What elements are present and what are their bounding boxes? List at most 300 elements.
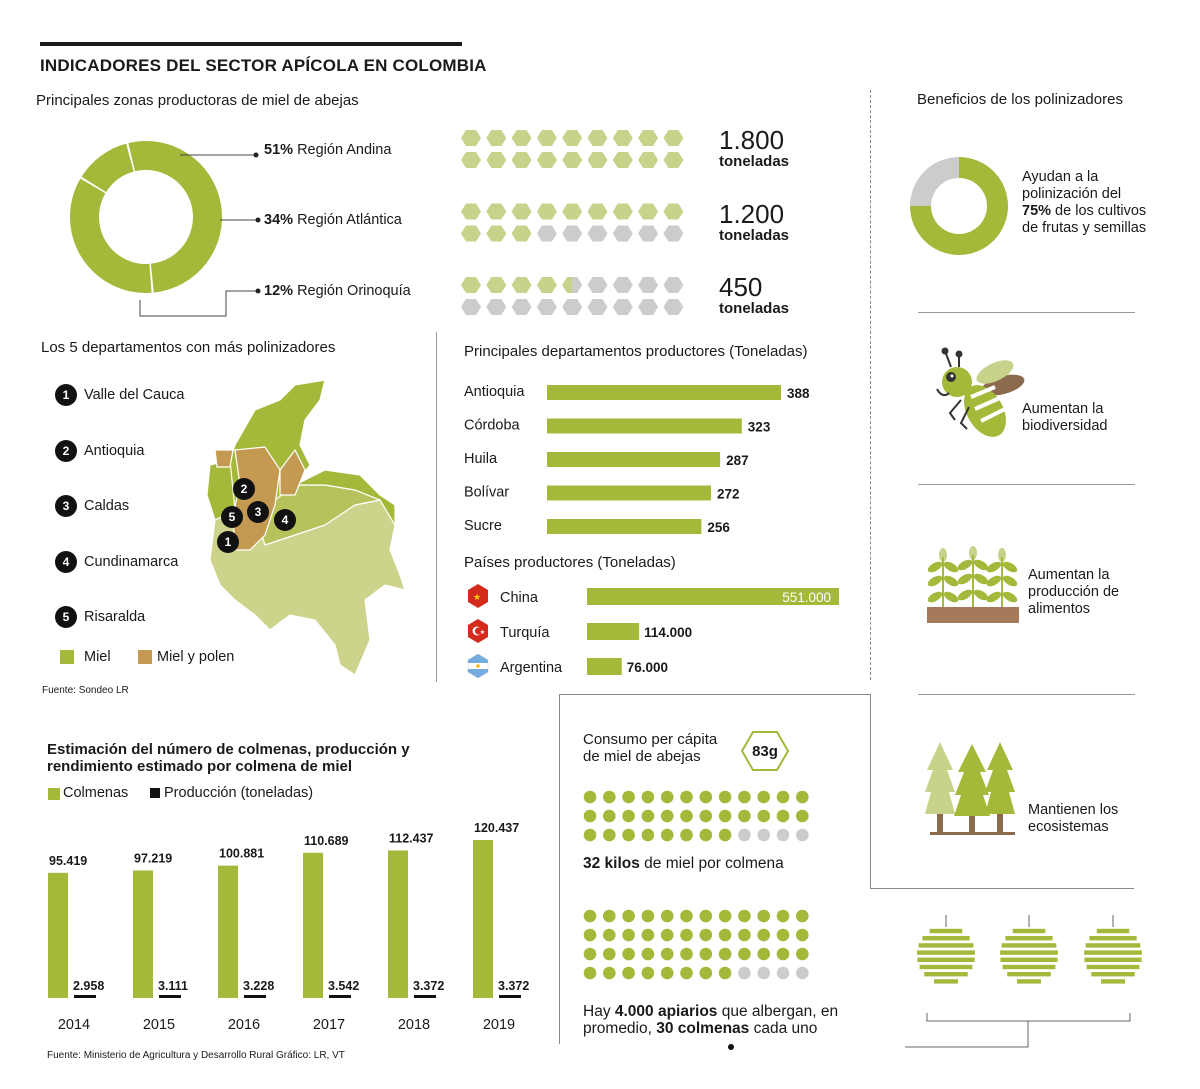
count-dot	[680, 967, 693, 980]
colmenas-bar-value: 110.689	[304, 833, 349, 848]
hexagon	[638, 152, 658, 168]
hexagon	[562, 152, 582, 168]
bee-icon	[925, 345, 1030, 450]
tonnage-3-unit: toneladas	[719, 300, 790, 317]
count-dot	[584, 829, 597, 842]
count-dot	[757, 791, 770, 804]
colmenas-bar	[388, 850, 408, 998]
department-number-4: 4	[55, 551, 77, 573]
count-dot	[738, 948, 751, 961]
china-flag-icon	[468, 584, 488, 608]
benefit-divider-2	[918, 484, 1135, 485]
hive-stripe	[1086, 943, 1141, 947]
count-dot	[680, 829, 693, 842]
countries-chart-title: Países productores (Toneladas)	[464, 554, 676, 571]
legend-label-produccion: Producción (toneladas)	[164, 785, 314, 801]
count-dot	[661, 810, 674, 823]
count-dot	[738, 967, 751, 980]
hexagon	[588, 226, 608, 242]
hives-bar-chart	[30, 810, 550, 1040]
page-title: INDICADORES DEL SECTOR APÍCOLA EN COLOMBIA	[40, 56, 487, 75]
divider-middle	[436, 332, 437, 682]
legend-swatch-miel-polen	[138, 650, 152, 664]
hexagon	[486, 299, 506, 315]
department-bar-value: 388	[787, 386, 810, 401]
hexagon	[663, 299, 683, 315]
hive-stripe	[1084, 958, 1141, 962]
count-dot	[719, 967, 732, 980]
count-dot	[622, 967, 635, 980]
department-bar	[547, 452, 720, 467]
produccion-bar-value: 3.542	[328, 979, 360, 993]
count-dot	[796, 967, 809, 980]
produccion-bar	[499, 995, 521, 998]
tonnage-2-unit: toneladas	[719, 227, 790, 244]
count-dot	[757, 967, 770, 980]
department-bar-value: 287	[726, 453, 749, 468]
count-dot	[603, 791, 616, 804]
count-dot	[757, 929, 770, 942]
hexagon	[638, 226, 658, 242]
year-tick-label: 2017	[312, 1017, 346, 1033]
count-dot	[622, 810, 635, 823]
zones-donut-slice	[70, 179, 152, 293]
hexagon	[562, 204, 582, 220]
hexagon	[663, 130, 683, 146]
hexagon	[512, 204, 532, 220]
hive-stripe	[1005, 936, 1052, 940]
leader-dot-orinoquia	[256, 289, 261, 294]
count-dot	[738, 810, 751, 823]
colmenas-bar-value: 112.437	[389, 831, 434, 846]
hexagon	[537, 152, 557, 168]
consumption-frame-right	[870, 694, 871, 889]
hive-stripe	[1003, 965, 1056, 969]
hexagon	[537, 299, 557, 315]
department-bar-label: Córdoba	[464, 417, 520, 434]
count-dot	[642, 910, 655, 923]
department-name: Risaralda	[84, 609, 146, 625]
count-dot	[603, 948, 616, 961]
colmenas-bar	[218, 866, 238, 998]
count-dot	[603, 967, 616, 980]
hive-stripe	[1091, 972, 1134, 976]
count-dot	[757, 829, 770, 842]
count-dot	[777, 967, 790, 980]
map-marker-3: 3	[247, 501, 269, 523]
country-bar-value: 551.000	[782, 590, 831, 605]
source-ministerio: Fuente: Ministerio de Agricultura y Desarrollo Rural Gráfico: LR, VT	[47, 1050, 345, 1061]
hexagon	[638, 130, 658, 146]
department-bar-value: 323	[747, 419, 771, 435]
hexagon	[588, 130, 608, 146]
leader-dot-andina	[254, 153, 259, 158]
count-dot	[777, 829, 790, 842]
count-dot	[622, 829, 635, 842]
year-tick-label: 2018	[397, 1017, 431, 1033]
hexagon	[613, 130, 633, 146]
map-region-brown-3	[215, 450, 233, 467]
tonnage-hexagons	[458, 126, 698, 316]
count-dot	[738, 829, 751, 842]
count-dot	[642, 929, 655, 942]
count-dot	[738, 791, 751, 804]
department-bar	[547, 419, 742, 434]
count-dot	[680, 791, 693, 804]
tonnage-2	[719, 201, 789, 244]
hive-leader-dot	[728, 1044, 734, 1050]
department-name: Caldas	[84, 498, 130, 514]
hive-stripe	[924, 972, 967, 976]
count-dot	[584, 948, 597, 961]
legend-swatch-produccion	[150, 788, 160, 798]
department-bar-label: Huila	[464, 451, 498, 467]
pollination-donut	[909, 156, 1009, 256]
apiary-dots	[575, 906, 815, 988]
hexagon	[486, 277, 506, 293]
hexagon	[562, 299, 582, 315]
ecosystems-text: Mantienen los ecosistemas	[1028, 802, 1119, 835]
hive-stripe	[1089, 936, 1136, 940]
year-tick-label: 2015	[142, 1017, 176, 1033]
countries-bar-chart	[455, 578, 855, 688]
hexagon	[512, 277, 532, 293]
hive-stripe	[1000, 950, 1058, 954]
hive-bracket	[927, 1013, 1130, 1021]
count-dot	[796, 829, 809, 842]
count-dot	[700, 948, 713, 961]
count-dot	[584, 810, 597, 823]
biodiversity-text: Aumentan la biodiversidad	[1022, 401, 1108, 434]
hexagon	[486, 152, 506, 168]
hive-stripe	[1084, 950, 1142, 954]
produccion-bar-value: 3.372	[498, 979, 530, 993]
count-dot	[796, 810, 809, 823]
count-dot	[777, 948, 790, 961]
benefit-divider-3	[918, 694, 1135, 695]
hexagon	[486, 130, 506, 146]
zones-donut	[70, 141, 222, 293]
department-bar-label: Sucre	[464, 518, 502, 534]
hive-stripe	[1087, 965, 1140, 969]
count-dot	[603, 910, 616, 923]
count-dot	[603, 829, 616, 842]
hexagon	[613, 277, 633, 293]
hive-stripe	[920, 965, 973, 969]
count-dot	[622, 910, 635, 923]
count-dot	[603, 810, 616, 823]
count-dot	[796, 791, 809, 804]
hexagon	[512, 226, 532, 242]
legend-swatch-miel	[60, 650, 74, 664]
count-dot	[700, 791, 713, 804]
count-dot	[777, 910, 790, 923]
count-dot	[680, 948, 693, 961]
count-dot	[584, 910, 597, 923]
count-dot	[661, 791, 674, 804]
produccion-bar-value: 3.228	[243, 979, 275, 993]
apiary-text: Hay 4.000 apiarios que albergan, en promedio, 30 colmenas cada uno	[583, 1003, 839, 1037]
hive-stripe	[1013, 929, 1046, 933]
hexagon	[512, 130, 532, 146]
map-marker-4: 4	[274, 509, 296, 531]
produccion-bar	[74, 995, 96, 998]
consumption-frame-left	[559, 694, 560, 1044]
pollination-rest-slice	[910, 157, 959, 206]
count-dot	[700, 810, 713, 823]
leader-dot-atlantica	[256, 218, 261, 223]
hexagon	[663, 226, 683, 242]
pollinators-heading: Los 5 departamentos con más polinizadores	[41, 339, 336, 356]
consumption-frame-bottom	[870, 888, 1134, 889]
count-dot	[796, 948, 809, 961]
count-dot	[719, 810, 732, 823]
produccion-bar	[244, 995, 266, 998]
hexagon	[461, 130, 481, 146]
count-dot	[584, 929, 597, 942]
country-bar	[587, 623, 639, 640]
colmenas-bar	[473, 840, 493, 998]
zone-label-atlantica: 34% Región Atlántica	[264, 212, 402, 228]
hive-stripe	[917, 958, 974, 962]
hexagon	[461, 226, 481, 242]
hive-stripe	[1000, 958, 1057, 962]
count-dot	[642, 829, 655, 842]
svg-text:★: ★	[479, 630, 486, 636]
svg-text:★: ★	[472, 592, 482, 602]
hives-chart-title: Estimación del número de colmenas, producción y rendimiento estimado por colmena de miel	[47, 741, 410, 775]
title-rule	[40, 42, 462, 46]
consumption-amount: 83g	[752, 743, 778, 760]
count-dot	[700, 929, 713, 942]
count-dot	[622, 948, 635, 961]
departments-bar-chart	[455, 372, 855, 542]
hive-stripe	[1002, 943, 1057, 947]
count-dot	[642, 967, 655, 980]
country-bar-value: 114.000	[644, 625, 693, 640]
colmenas-bar	[303, 853, 323, 998]
produccion-bar	[329, 995, 351, 998]
count-dot	[700, 967, 713, 980]
hexagon	[461, 152, 481, 168]
count-dot	[622, 929, 635, 942]
count-dot	[642, 791, 655, 804]
count-dot	[738, 929, 751, 942]
turkey-flag-icon	[468, 619, 488, 643]
hive-stripe	[917, 950, 975, 954]
hexagon-half	[562, 277, 572, 293]
count-dot	[796, 929, 809, 942]
hive-icons	[905, 915, 1155, 1055]
legend-label-colmenas: Colmenas	[63, 785, 129, 801]
hexagon	[537, 226, 557, 242]
produccion-bar-value: 2.958	[73, 979, 105, 993]
count-dot	[584, 967, 597, 980]
count-dot	[680, 810, 693, 823]
count-dot	[719, 929, 732, 942]
hexagon	[588, 299, 608, 315]
hexagon	[461, 277, 481, 293]
colombia-map	[195, 375, 420, 685]
department-bar	[547, 519, 701, 534]
department-name: Antioquia	[84, 442, 145, 459]
divider-right	[870, 90, 871, 680]
hexagon	[486, 226, 506, 242]
hexagon	[537, 130, 557, 146]
year-tick-label: 2016	[227, 1017, 261, 1033]
department-bar-value: 272	[717, 486, 740, 502]
tonnage-1-unit: toneladas	[719, 153, 790, 170]
hive-icon-group	[917, 915, 1142, 984]
hexagon	[512, 152, 532, 168]
map-marker-1: 1	[217, 531, 239, 553]
hexagon	[562, 226, 582, 242]
tonnage-1	[719, 127, 789, 170]
consumption-hexagon-icon	[740, 730, 790, 772]
hexagon	[663, 204, 683, 220]
year-tick-label: 2019	[482, 1017, 516, 1033]
produccion-bar-value: 3.111	[158, 979, 188, 993]
hexagon	[588, 152, 608, 168]
count-dot	[661, 910, 674, 923]
count-dot	[622, 791, 635, 804]
food-text: Aumentan la producción de alimentos	[1028, 567, 1120, 617]
department-bar	[547, 385, 781, 400]
consumption-text: Consumo per cápita de miel de abejas	[583, 731, 718, 765]
hive-stripe	[1017, 979, 1041, 983]
hexagon	[663, 277, 683, 293]
hexagon	[537, 204, 557, 220]
colmenas-bar-value: 100.881	[219, 846, 265, 861]
count-dot	[757, 910, 770, 923]
count-dot	[796, 910, 809, 923]
count-dot	[584, 791, 597, 804]
zones-heading: Principales zonas productoras de miel de abejas	[36, 92, 359, 109]
count-dot	[700, 829, 713, 842]
argentina-flag-icon	[468, 654, 488, 678]
hexagon	[663, 152, 683, 168]
hexagon	[613, 299, 633, 315]
count-dot	[719, 829, 732, 842]
colmenas-bar-value: 120.437	[474, 821, 520, 835]
department-number-5: 5	[55, 606, 77, 628]
country-bar-label: China	[500, 590, 538, 606]
count-dot	[680, 929, 693, 942]
hexagon	[562, 130, 582, 146]
count-dot	[661, 967, 674, 980]
count-dot	[719, 948, 732, 961]
trees-icon	[925, 740, 1025, 838]
hexagon	[461, 299, 481, 315]
pollination-donut-arcs	[910, 157, 1008, 255]
country-bar	[587, 658, 622, 675]
hive-stripe	[1097, 929, 1130, 933]
hexagon	[638, 277, 658, 293]
hexagon	[486, 204, 506, 220]
map-marker-5: 5	[221, 506, 243, 528]
hive-stripe	[919, 943, 974, 947]
kilos-dots	[575, 785, 815, 850]
department-bar-label: Bolívar	[464, 484, 510, 501]
map-marker-2: 2	[233, 478, 255, 500]
kilos-text: 32 kilos de miel por colmena	[583, 855, 784, 872]
tonnage-2-value: 1.200	[719, 199, 785, 229]
colmenas-bar	[133, 870, 153, 998]
produccion-bar	[159, 995, 181, 998]
count-dot	[757, 810, 770, 823]
hexagon	[588, 277, 608, 293]
tonnage-3	[719, 274, 789, 317]
hive-bracket-leader	[905, 1021, 1028, 1047]
department-number-3: 3	[55, 495, 77, 517]
hive-stripe	[1007, 972, 1050, 976]
colmenas-bar-value: 97.219	[134, 851, 173, 866]
hexagon	[588, 204, 608, 220]
legend-label-miel-polen: Miel y polen	[157, 649, 235, 665]
hexagon	[461, 204, 481, 220]
count-dot	[700, 910, 713, 923]
department-bar-label: Antioquia	[464, 384, 525, 400]
count-dot	[661, 929, 674, 942]
hive-stripe	[1101, 979, 1125, 983]
zone-label-orinoquia: 12% Región Orinoquía	[264, 283, 411, 299]
colmenas-bar-value: 95.419	[49, 853, 88, 868]
legend-swatch-colmenas	[48, 788, 60, 800]
count-dot	[661, 948, 674, 961]
hexagon	[613, 226, 633, 242]
legend-label-miel: Miel	[84, 649, 111, 665]
hive-stripe	[930, 929, 963, 933]
source-sondeo: Fuente: Sondeo LR	[42, 685, 129, 696]
count-dot	[642, 810, 655, 823]
zone-label-andina: 51% Región Andina	[264, 142, 392, 158]
departments-chart-title: Principales departamentos productores (Toneladas)	[464, 343, 808, 360]
year-tick-label: 2014	[57, 1017, 91, 1033]
benefit-divider-1	[918, 312, 1135, 313]
country-bar-value: 76.000	[626, 660, 669, 675]
count-dot	[642, 948, 655, 961]
tonnage-3-value: 450	[719, 272, 763, 302]
hexagon	[638, 299, 658, 315]
hexagon	[638, 204, 658, 220]
hex-groups	[461, 130, 683, 315]
department-name: Cundinamarca	[84, 553, 179, 570]
produccion-bar	[414, 995, 436, 998]
department-number-1: 1	[55, 384, 77, 406]
pollination-text: Ayudan a la polinización del 75% de los cultivos de frutas y semillas	[1022, 169, 1147, 236]
count-dot	[719, 910, 732, 923]
count-dot	[603, 929, 616, 942]
count-dot	[738, 910, 751, 923]
leader-line-orinoquia	[140, 291, 256, 316]
count-dot	[777, 810, 790, 823]
department-number-2: 2	[55, 440, 77, 462]
hexagon	[613, 204, 633, 220]
tonnage-1-value: 1.800	[719, 125, 785, 155]
count-dot	[680, 910, 693, 923]
produccion-bar-value: 3.372	[413, 979, 445, 993]
hexagon	[613, 152, 633, 168]
department-bar-value: 256	[707, 520, 730, 535]
count-dot	[777, 791, 790, 804]
department-bar	[547, 486, 711, 501]
colmenas-bar	[48, 873, 68, 998]
count-dot	[757, 948, 770, 961]
count-dot	[777, 929, 790, 942]
count-dot	[661, 829, 674, 842]
hive-stripe	[922, 936, 969, 940]
count-dot	[719, 791, 732, 804]
